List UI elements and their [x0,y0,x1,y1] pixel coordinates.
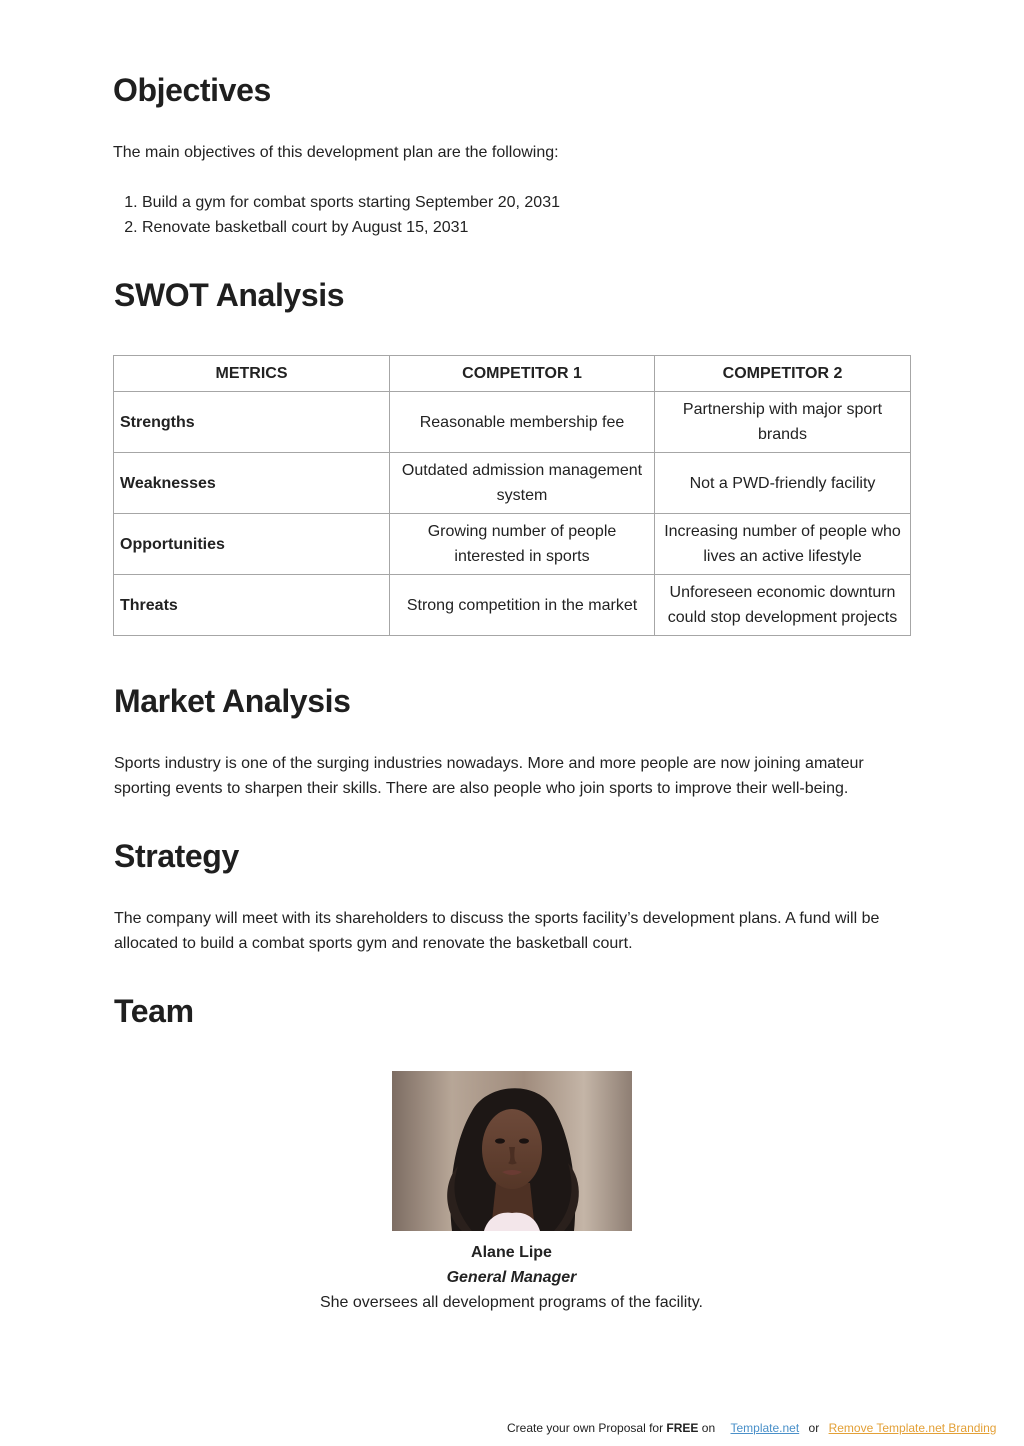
remove-branding-link[interactable]: Remove Template.net Branding [828,1421,997,1435]
footer-free: FREE [666,1421,699,1435]
table-cell: Partnership with major sport brands [655,392,911,453]
branding-footer [507,1419,996,1437]
objectives-intro: The main objectives of this development plan are the following: [113,144,559,161]
table-row [114,575,911,636]
table-cell: Outdated admission management system [390,453,655,514]
objectives-list [113,190,560,240]
strategy-text: The company will meet with its shareholders to discuss the sports facility’s development plans. A fund will be allocated to build a combat sports gym and renovate the basketball court. [114,910,880,952]
table-cell: Unforeseen economic downturn could stop development projects [655,575,911,636]
table-cell: Increasing number of people who lives an active lifestyle [655,514,911,575]
table-cell: Reasonable membership fee [390,392,655,453]
table-row [114,453,911,514]
objectives-heading: Objectives [113,72,271,108]
table-header-row [114,356,911,392]
table-row [114,514,911,575]
market-heading: Market Analysis [114,683,351,719]
footer-prefix: Create your own Proposal for [507,1421,667,1435]
column-header-competitor-2: COMPETITOR 2 [655,356,911,392]
template-net-link[interactable]: Template.net [730,1421,800,1435]
member-name: Alane Lipe [471,1244,552,1261]
footer-or: or [808,1421,820,1435]
metric-cell: Weaknesses [114,453,390,514]
table-cell: Growing number of people interested in sports [390,514,655,575]
metric-cell: Strengths [114,392,390,453]
member-description: She oversees all development programs of the facility. [319,1294,703,1311]
table-cell: Not a PWD-friendly facility [655,453,911,514]
objective-item: 1. Build a gym for combat sports starting September 20, 2031 [142,190,560,215]
metric-cell: Opportunities [114,514,390,575]
footer-on: on [701,1421,716,1435]
swot-table [113,355,911,636]
column-header-metrics: METRICS [114,356,390,392]
member-photo [392,1071,632,1231]
table-cell: Strong competition in the market [390,575,655,636]
swot-heading: SWOT Analysis [114,277,345,313]
table-row [114,392,911,453]
column-header-competitor-1: COMPETITOR 1 [390,356,655,392]
member-role: General Manager [446,1269,577,1286]
team-heading: Team [114,993,194,1029]
market-text: Sports industry is one of the surging industries nowadays. More and more people are now joining amateur sporting events to sharpen their skills. There are also people who join sports to improve their well-being. [114,755,864,797]
metric-cell: Threats [114,575,390,636]
team-member-card [113,1071,910,1315]
objective-item: 2. Renovate basketball court by August 15, 2031 [142,215,560,240]
strategy-heading: Strategy [114,838,239,874]
